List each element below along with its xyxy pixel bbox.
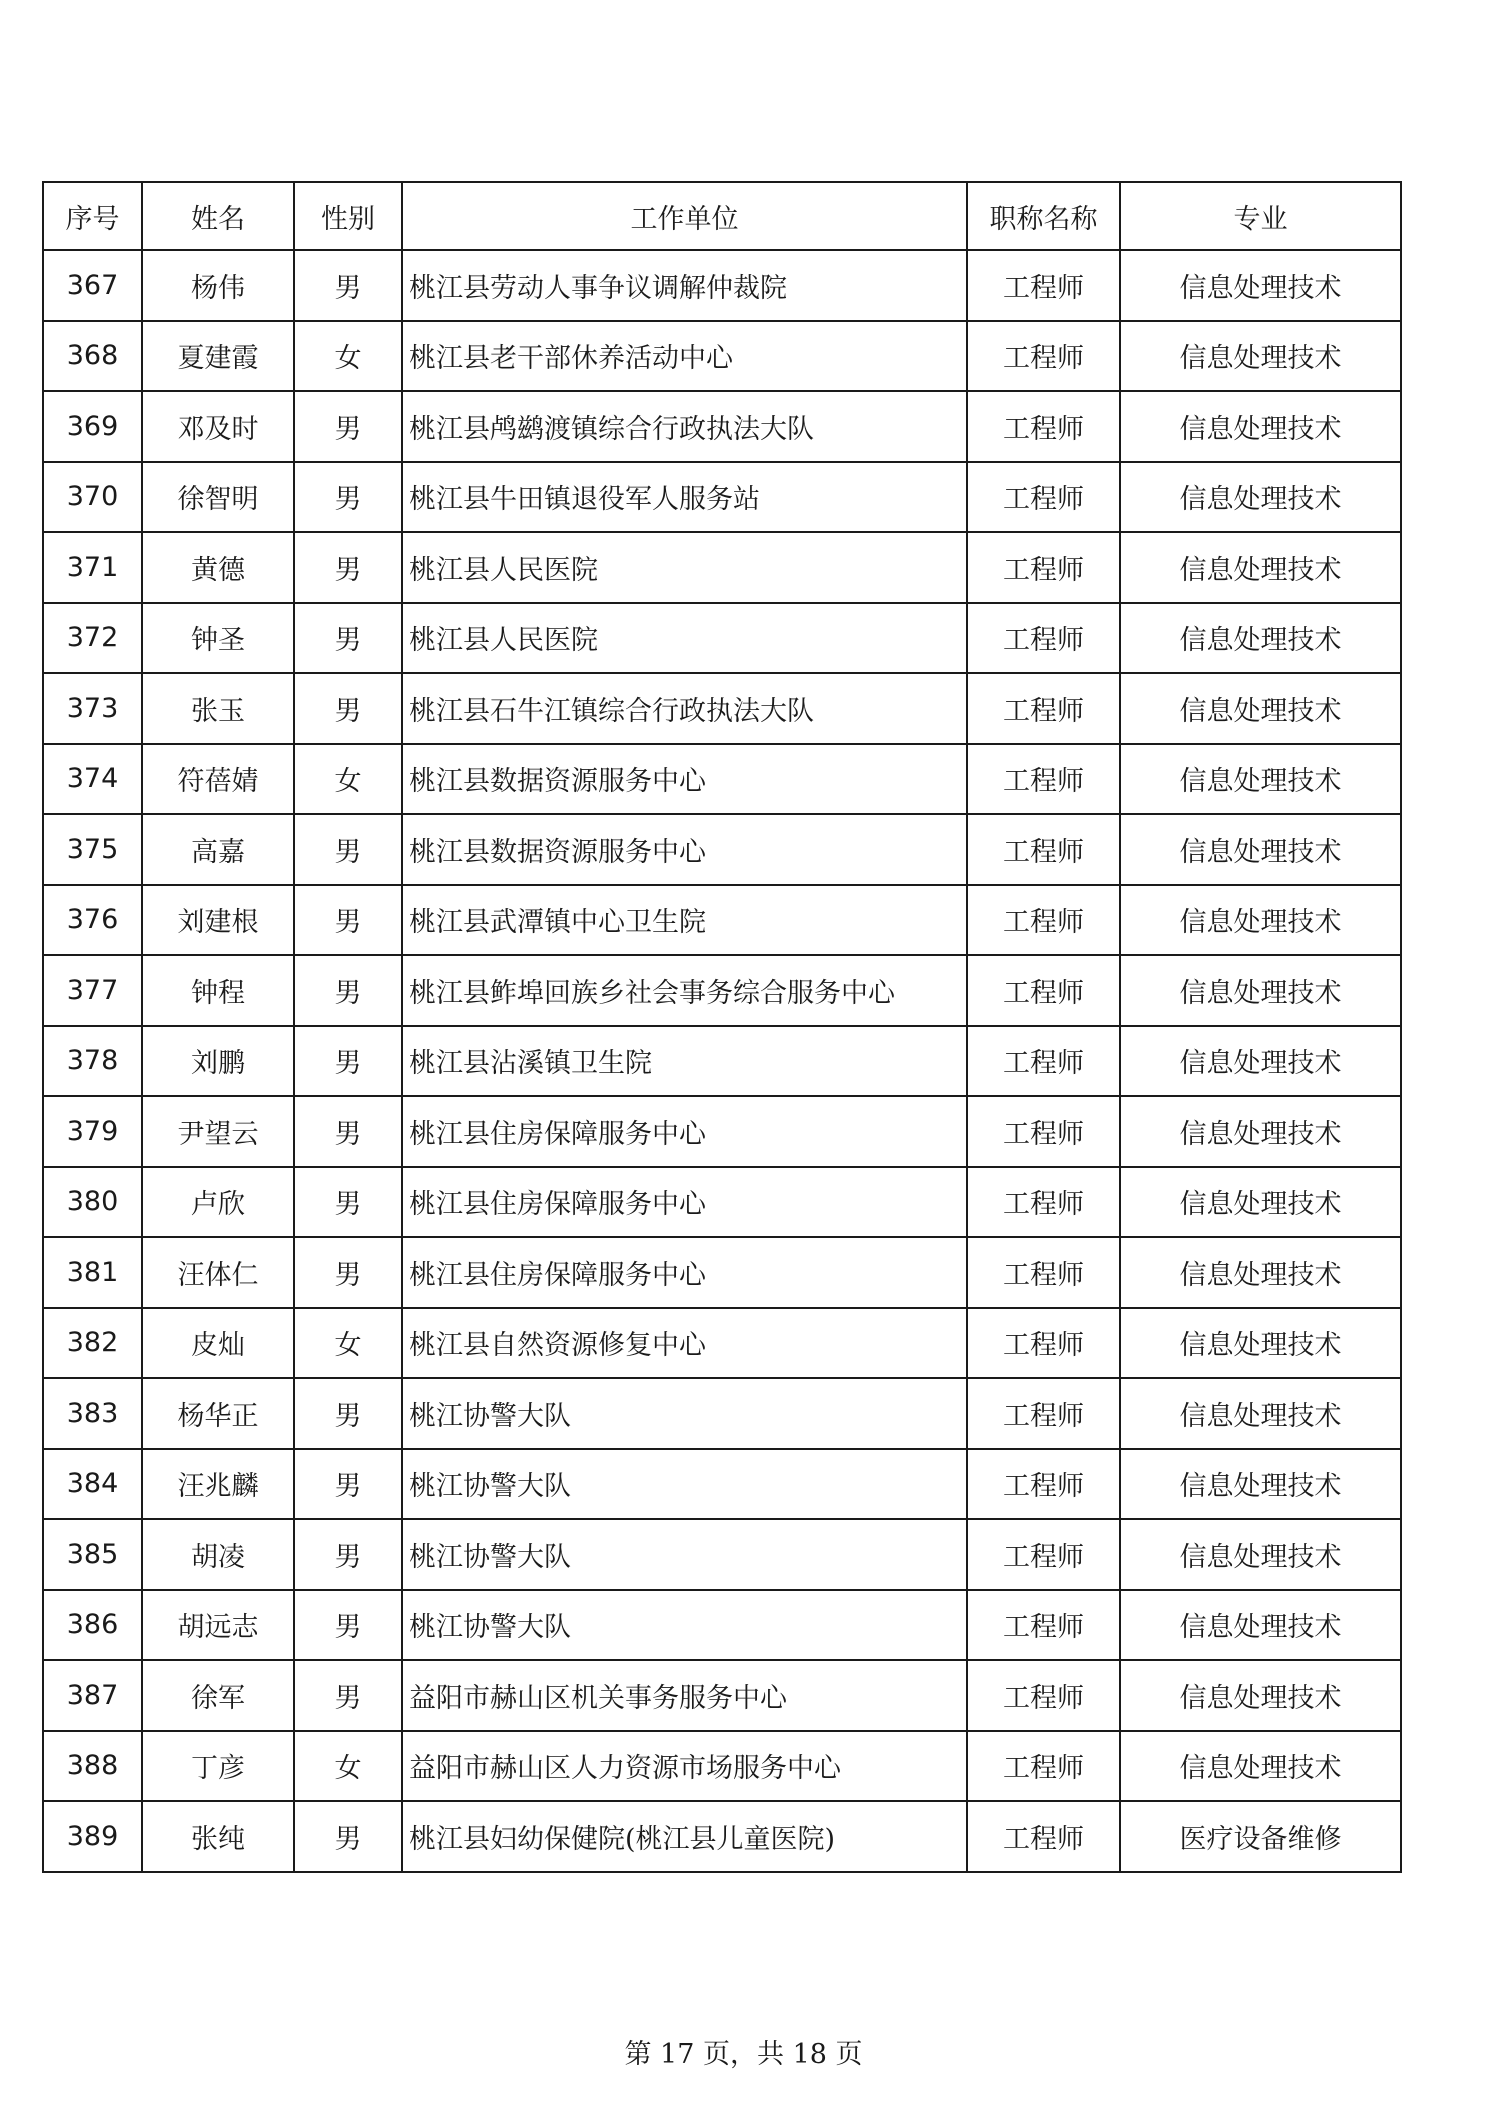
page-number-footer: 第 17 页，共 18 页: [624, 2039, 863, 2070]
cell-title: 工程师: [967, 1167, 1120, 1238]
cell-name: 张玉: [142, 673, 294, 744]
cell-gender: 男: [294, 1026, 402, 1097]
cell-no: 385: [43, 1519, 142, 1590]
cell-no: 376: [43, 885, 142, 956]
cell-name: 汪兆麟: [142, 1449, 294, 1520]
cell-name: 刘鹏: [142, 1026, 294, 1097]
roster-table: [42, 181, 1402, 1873]
cell-unit: 桃江县劳动人事争议调解仲裁院: [402, 250, 967, 321]
cell-major: 医疗设备维修: [1120, 1801, 1401, 1872]
cell-title: 工程师: [967, 1590, 1120, 1661]
cell-major: 信息处理技术: [1120, 1237, 1401, 1308]
cell-no: 375: [43, 814, 142, 885]
cell-major: 信息处理技术: [1120, 532, 1401, 603]
cell-no: 381: [43, 1237, 142, 1308]
cell-unit: 桃江县住房保障服务中心: [402, 1096, 967, 1167]
cell-name: 胡凌: [142, 1519, 294, 1590]
cell-unit: 桃江县石牛江镇综合行政执法大队: [402, 673, 967, 744]
cell-gender: 男: [294, 1378, 402, 1449]
cell-gender: 男: [294, 673, 402, 744]
cell-name: 杨伟: [142, 250, 294, 321]
cell-no: 371: [43, 532, 142, 603]
cell-unit: 桃江协警大队: [402, 1519, 967, 1590]
cell-no: 382: [43, 1308, 142, 1379]
cell-gender: 女: [294, 1731, 402, 1802]
cell-gender: 男: [294, 1449, 402, 1520]
cell-name: 张纯: [142, 1801, 294, 1872]
cell-no: 369: [43, 391, 142, 462]
header-cell-major: 专业: [1120, 182, 1401, 250]
cell-name: 汪体仁: [142, 1237, 294, 1308]
header-row: [43, 182, 1401, 250]
cell-title: 工程师: [967, 1237, 1120, 1308]
cell-major: 信息处理技术: [1120, 1096, 1401, 1167]
cell-no: 378: [43, 1026, 142, 1097]
cell-no: 373: [43, 673, 142, 744]
cell-major: 信息处理技术: [1120, 1449, 1401, 1520]
cell-name: 刘建根: [142, 885, 294, 956]
cell-gender: 男: [294, 885, 402, 956]
table-row: [43, 1167, 1401, 1238]
cell-major: 信息处理技术: [1120, 1519, 1401, 1590]
cell-name: 徐军: [142, 1660, 294, 1731]
cell-unit: 桃江县沾溪镇卫生院: [402, 1026, 967, 1097]
table-row: [43, 603, 1401, 674]
cell-major: 信息处理技术: [1120, 1308, 1401, 1379]
table-header: [43, 182, 1401, 250]
table-row: [43, 532, 1401, 603]
table-row: [43, 391, 1401, 462]
cell-no: 370: [43, 462, 142, 533]
cell-major: 信息处理技术: [1120, 603, 1401, 674]
cell-name: 皮灿: [142, 1308, 294, 1379]
cell-title: 工程师: [967, 1519, 1120, 1590]
cell-unit: 益阳市赫山区人力资源市场服务中心: [402, 1731, 967, 1802]
cell-gender: 男: [294, 1590, 402, 1661]
cell-title: 工程师: [967, 1660, 1120, 1731]
table-row: [43, 1026, 1401, 1097]
cell-title: 工程师: [967, 321, 1120, 392]
cell-major: 信息处理技术: [1120, 1590, 1401, 1661]
cell-major: 信息处理技术: [1120, 814, 1401, 885]
cell-major: 信息处理技术: [1120, 321, 1401, 392]
cell-title: 工程师: [967, 744, 1120, 815]
cell-no: 374: [43, 744, 142, 815]
cell-gender: 男: [294, 955, 402, 1026]
cell-no: 379: [43, 1096, 142, 1167]
header-cell-no: 序号: [43, 182, 142, 250]
table-row: [43, 250, 1401, 321]
cell-title: 工程师: [967, 603, 1120, 674]
table-row: [43, 1590, 1401, 1661]
cell-major: 信息处理技术: [1120, 1660, 1401, 1731]
cell-title: 工程师: [967, 1096, 1120, 1167]
cell-name: 夏建霞: [142, 321, 294, 392]
table-row: [43, 1519, 1401, 1590]
cell-unit: 桃江县数据资源服务中心: [402, 744, 967, 815]
cell-unit: 桃江县住房保障服务中心: [402, 1237, 967, 1308]
cell-title: 工程师: [967, 885, 1120, 956]
cell-no: 377: [43, 955, 142, 1026]
cell-title: 工程师: [967, 1449, 1120, 1520]
cell-unit: 桃江协警大队: [402, 1378, 967, 1449]
table-row: [43, 1731, 1401, 1802]
cell-unit: 桃江县牛田镇退役军人服务站: [402, 462, 967, 533]
table-row: [43, 814, 1401, 885]
cell-name: 尹望云: [142, 1096, 294, 1167]
cell-unit: 桃江县老干部休养活动中心: [402, 321, 967, 392]
cell-gender: 男: [294, 1660, 402, 1731]
table-row: [43, 1801, 1401, 1872]
cell-gender: 女: [294, 1308, 402, 1379]
cell-major: 信息处理技术: [1120, 1731, 1401, 1802]
cell-gender: 男: [294, 462, 402, 533]
cell-no: 368: [43, 321, 142, 392]
cell-gender: 男: [294, 1096, 402, 1167]
table-row: [43, 1449, 1401, 1520]
cell-major: 信息处理技术: [1120, 744, 1401, 815]
cell-gender: 女: [294, 744, 402, 815]
cell-gender: 男: [294, 532, 402, 603]
cell-major: 信息处理技术: [1120, 1378, 1401, 1449]
cell-title: 工程师: [967, 250, 1120, 321]
cell-unit: 桃江协警大队: [402, 1449, 967, 1520]
cell-name: 邓及时: [142, 391, 294, 462]
cell-title: 工程师: [967, 391, 1120, 462]
table-body: [43, 250, 1401, 1872]
cell-no: 367: [43, 250, 142, 321]
cell-no: 383: [43, 1378, 142, 1449]
cell-title: 工程师: [967, 673, 1120, 744]
cell-unit: 益阳市赫山区机关事务服务中心: [402, 1660, 967, 1731]
cell-gender: 男: [294, 1237, 402, 1308]
table-row: [43, 462, 1401, 533]
cell-name: 钟圣: [142, 603, 294, 674]
table-row: [43, 673, 1401, 744]
cell-name: 胡远志: [142, 1590, 294, 1661]
cell-no: 380: [43, 1167, 142, 1238]
cell-title: 工程师: [967, 955, 1120, 1026]
cell-gender: 男: [294, 1801, 402, 1872]
cell-unit: 桃江县鲊埠回族乡社会事务综合服务中心: [402, 955, 967, 1026]
cell-title: 工程师: [967, 1308, 1120, 1379]
cell-title: 工程师: [967, 1801, 1120, 1872]
cell-name: 丁彦: [142, 1731, 294, 1802]
header-cell-gender: 性别: [294, 182, 402, 250]
cell-major: 信息处理技术: [1120, 391, 1401, 462]
cell-no: 388: [43, 1731, 142, 1802]
table-row: [43, 955, 1401, 1026]
cell-title: 工程师: [967, 1026, 1120, 1097]
table-row: [43, 1660, 1401, 1731]
cell-name: 徐智明: [142, 462, 294, 533]
cell-unit: 桃江县住房保障服务中心: [402, 1167, 967, 1238]
cell-unit: 桃江县人民医院: [402, 603, 967, 674]
cell-gender: 男: [294, 603, 402, 674]
table-row: [43, 1308, 1401, 1379]
cell-no: 372: [43, 603, 142, 674]
cell-name: 黄德: [142, 532, 294, 603]
cell-name: 钟程: [142, 955, 294, 1026]
cell-title: 工程师: [967, 462, 1120, 533]
cell-title: 工程师: [967, 814, 1120, 885]
cell-name: 高嘉: [142, 814, 294, 885]
cell-title: 工程师: [967, 532, 1120, 603]
cell-unit: 桃江协警大队: [402, 1590, 967, 1661]
table-row: [43, 885, 1401, 956]
cell-unit: 桃江县数据资源服务中心: [402, 814, 967, 885]
cell-name: 符蓓婧: [142, 744, 294, 815]
table-row: [43, 1237, 1401, 1308]
header-cell-title: 职称名称: [967, 182, 1120, 250]
cell-no: 384: [43, 1449, 142, 1520]
cell-gender: 男: [294, 814, 402, 885]
header-cell-unit: 工作单位: [402, 182, 967, 250]
cell-unit: 桃江县妇幼保健院(桃江县儿童医院): [402, 1801, 967, 1872]
cell-gender: 男: [294, 391, 402, 462]
cell-major: 信息处理技术: [1120, 462, 1401, 533]
cell-major: 信息处理技术: [1120, 1167, 1401, 1238]
cell-no: 389: [43, 1801, 142, 1872]
cell-no: 387: [43, 1660, 142, 1731]
table-row: [43, 1378, 1401, 1449]
cell-unit: 桃江县自然资源修复中心: [402, 1308, 967, 1379]
cell-name: 杨华正: [142, 1378, 294, 1449]
cell-major: 信息处理技术: [1120, 673, 1401, 744]
cell-no: 386: [43, 1590, 142, 1661]
cell-gender: 女: [294, 321, 402, 392]
table-row: [43, 744, 1401, 815]
cell-gender: 男: [294, 250, 402, 321]
cell-major: 信息处理技术: [1120, 885, 1401, 956]
cell-gender: 男: [294, 1519, 402, 1590]
cell-title: 工程师: [967, 1378, 1120, 1449]
cell-major: 信息处理技术: [1120, 955, 1401, 1026]
cell-unit: 桃江县人民医院: [402, 532, 967, 603]
cell-name: 卢欣: [142, 1167, 294, 1238]
table-row: [43, 321, 1401, 392]
cell-gender: 男: [294, 1167, 402, 1238]
table-row: [43, 1096, 1401, 1167]
cell-major: 信息处理技术: [1120, 1026, 1401, 1097]
cell-unit: 桃江县鸬鹚渡镇综合行政执法大队: [402, 391, 967, 462]
cell-unit: 桃江县武潭镇中心卫生院: [402, 885, 967, 956]
cell-title: 工程师: [967, 1731, 1120, 1802]
cell-major: 信息处理技术: [1120, 250, 1401, 321]
header-cell-name: 姓名: [142, 182, 294, 250]
